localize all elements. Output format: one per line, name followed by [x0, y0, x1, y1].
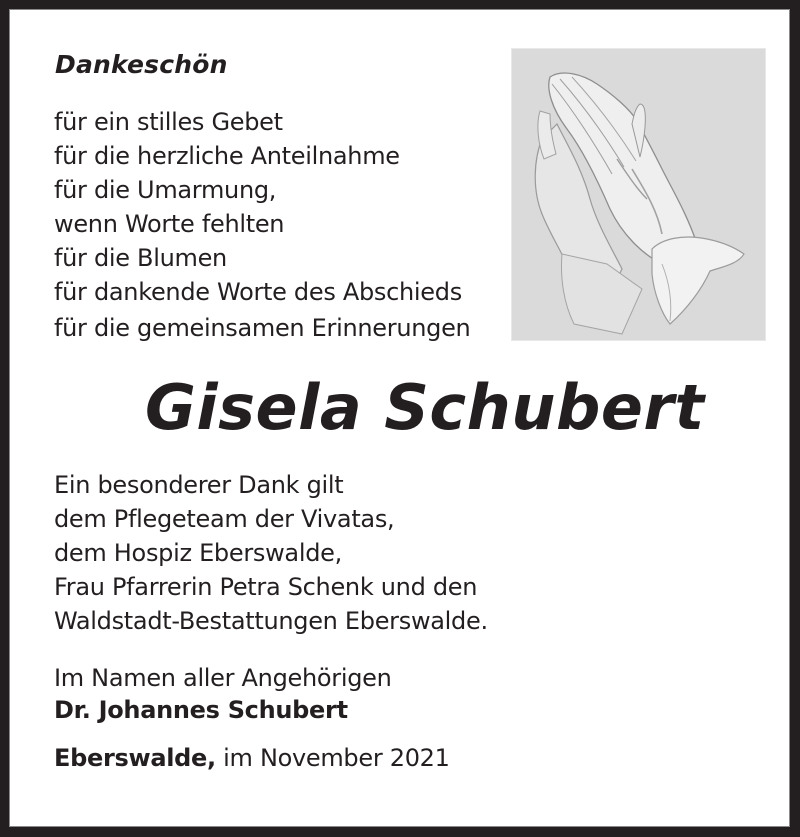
special-thanks-line: Waldstadt-Bestattungen Eberswalde. [54, 607, 488, 635]
signature-intro: Im Namen aller Angehörigen [54, 664, 392, 692]
thanks-line: für dankende Worte des Abschieds [54, 278, 462, 306]
praying-hands-image [511, 48, 766, 341]
special-thanks-line: Ein besonderer Dank gilt [54, 471, 344, 499]
thanks-line: für ein stilles Gebet [54, 108, 283, 136]
thanks-line: für die Umarmung, [54, 176, 277, 204]
thanks-line: wenn Worte fehlten [54, 210, 285, 238]
heading-dankeschoen: Dankeschön [55, 50, 228, 79]
special-thanks [54, 468, 488, 638]
signature-block [54, 662, 392, 726]
place-name: Eberswalde, [54, 744, 216, 772]
praying-hands-icon [512, 49, 765, 340]
thanks-line: für die herzliche Anteilnahme [54, 142, 400, 170]
date-text: im November 2021 [215, 744, 450, 772]
deceased-name: Gisela Schubert [145, 371, 705, 444]
place-date [54, 742, 450, 774]
special-thanks-line: dem Hospiz Eberswalde, [54, 539, 342, 567]
special-thanks-line: Frau Pfarrerin Petra Schenk und den [54, 573, 478, 601]
thanks-list [54, 105, 470, 345]
thanks-line: für die gemeinsamen Erinnerungen [54, 314, 471, 342]
thanks-line: für die Blumen [54, 244, 227, 272]
signer-name: Dr. Johannes Schubert [54, 696, 348, 724]
special-thanks-line: dem Pflegeteam der Vivatas, [54, 505, 395, 533]
